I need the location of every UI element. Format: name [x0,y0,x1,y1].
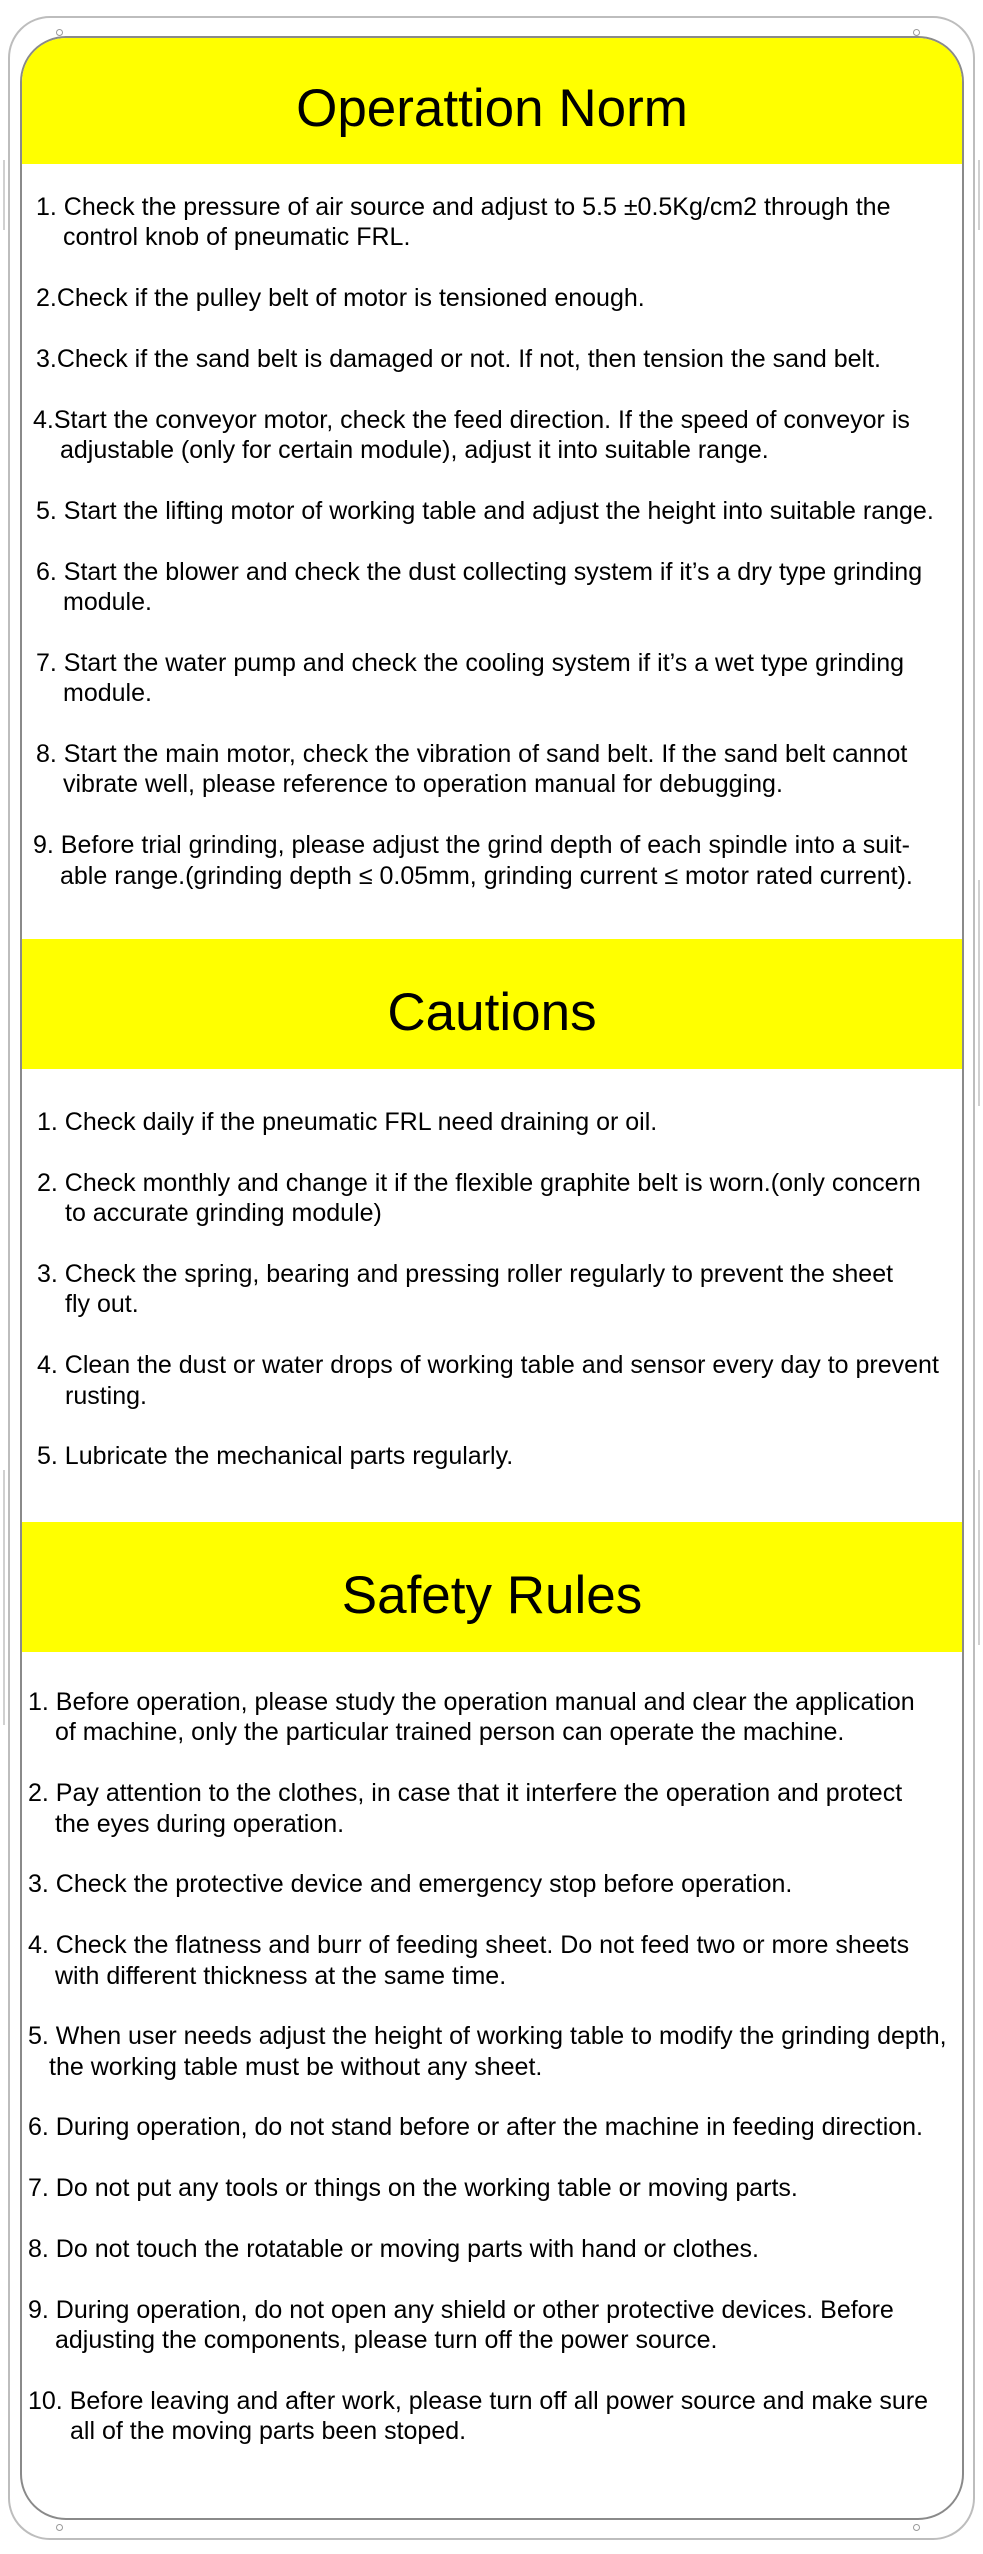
item-line: adjusting the components, please turn off the power source. [55,2326,718,2355]
safety-rules-item-9 [28,2295,947,2356]
item-line: of machine, only the particular trained person can operate the machine. [55,1718,845,1747]
operation-norm-header [22,38,962,164]
corner-mark [913,2524,920,2531]
cautions-item-2 [37,1168,939,1229]
item-line: 2.Check if the pulley belt of motor is tensioned enough. [36,284,645,313]
edge-mark [978,160,980,230]
cautions-title: Cautions [387,983,597,1042]
cautions-header [22,939,962,1069]
cautions-item-3 [37,1259,939,1320]
cautions-list [37,1107,939,1502]
item-line: 1. Before operation, please study the operation manual and clear the application [28,1688,915,1716]
item-line: 3. Check the spring, bearing and pressing roller regularly to prevent the sheet [37,1259,894,1288]
safety-rules-item-2 [28,1778,947,1839]
safety-rules-item-6 [28,2112,947,2142]
item-line: adjustable (only for certain module), adjust it into suitable range. [60,436,769,465]
item-line: 9. During operation, do not open any shield or other protective devices. Before [28,2295,894,2324]
cautions-item-1 [37,1107,939,1137]
item-line: fly out. [65,1290,139,1319]
item-line: 7. Start the water pump and check the cooling system if it’s a wet type grinding [36,648,905,677]
safety-rules-list [28,1687,947,2477]
item-line: 5. When user needs adjust the height of working table to modify the grinding depth, [28,2022,947,2051]
edge-mark [978,1470,980,1645]
item-line: 6. During operation, do not stand before or after the machine in feeding direction. [28,2113,924,2142]
cautions-item-5 [37,1441,939,1471]
corner-mark [56,2524,63,2531]
edge-mark [3,1470,5,1725]
operation-norm-title: Operattion Norm [296,79,688,138]
operation-norm-item-5 [36,496,934,526]
item-line: with different thickness at the same time. [55,1961,507,1990]
item-line: the eyes during operation. [55,1809,345,1838]
operation-norm-list [33,192,934,921]
edge-mark [978,880,980,1106]
instruction-panel [20,36,964,2520]
item-line: module. [63,679,152,708]
safety-rules-item-10 [28,2386,947,2447]
item-line: 8. Start the main motor, check the vibration of sand belt. If the sand belt cannot [36,740,908,769]
item-line: 3. Check the protective device and emergency stop before operation. [28,1870,793,1899]
item-line: to accurate grinding module) [65,1199,382,1228]
item-line: vibrate well, please reference to operation manual for debugging. [63,770,783,799]
item-line: 8. Do not touch the rotatable or moving parts with hand or clothes. [28,2235,759,2264]
safety-rules-item-4 [28,1930,947,1991]
operation-norm-item-9 [33,830,934,891]
item-line: 4. Check the flatness and burr of feeding sheet. Do not feed two or more sheets [28,1931,910,1960]
cautions-item-4 [37,1350,939,1411]
item-line: 5. Start the lifting motor of working table and adjust the height into suitable range. [36,496,934,525]
operation-norm-item-8 [36,739,934,800]
operation-norm-item-1 [36,192,934,253]
item-line: 5. Lubricate the mechanical parts regularly. [37,1442,514,1471]
item-line: all of the moving parts been stoped. [70,2417,467,2446]
item-line: 4.Start the conveyor motor, check the feed direction. If the speed of conveyor is [33,405,910,434]
corner-mark [913,29,920,36]
item-line: control knob of pneumatic FRL. [63,223,411,252]
item-line: 6. Start the blower and check the dust collecting system if it’s a dry type grinding [36,557,923,586]
item-line: 10. Before leaving and after work, please turn off all power source and make sure [28,2386,929,2415]
safety-rules-item-5 [28,2021,947,2082]
item-line: 3.Check if the sand belt is damaged or not. If not, then tension the sand belt. [36,344,881,373]
item-line: 2. Check monthly and change it if the flexible graphite belt is worn.(only concern [37,1168,921,1197]
item-line: 1. Check the pressure of air source and adjust to 5.5 ±0.5Kg/cm2 through the [36,193,891,221]
item-line: 7. Do not put any tools or things on the working table or moving parts. [28,2174,798,2203]
item-line: 9. Before trial grinding, please adjust the grind depth of each spindle into a suit- [33,831,910,860]
item-line: able range.(grinding depth ≤ 0.05mm, grinding current ≤ motor rated current). [60,861,913,890]
safety-rules-item-3 [28,1869,947,1899]
item-line: rusting. [65,1381,147,1410]
safety-rules-item-1 [28,1687,947,1748]
item-line: 1. Check daily if the pneumatic FRL need draining or oil. [37,1108,658,1136]
safety-rules-title: Safety Rules [341,1566,643,1625]
item-line: 2. Pay attention to the clothes, in case that it interfere the operation and protect [28,1779,903,1808]
operation-norm-item-7 [36,648,934,709]
item-line: module. [63,588,152,617]
corner-mark [56,29,63,36]
edge-mark [3,160,5,230]
operation-norm-item-6 [36,557,934,618]
operation-norm-item-4 [33,405,934,466]
operation-norm-item-3 [36,344,934,374]
item-line: 4. Clean the dust or water drops of working table and sensor every day to prevent [37,1351,939,1380]
safety-rules-item-7 [28,2173,947,2203]
operation-norm-item-2 [36,283,934,313]
safety-rules-item-8 [28,2234,947,2264]
item-line: the working table must be without any sheet. [49,2052,543,2081]
safety-rules-header [22,1522,962,1652]
